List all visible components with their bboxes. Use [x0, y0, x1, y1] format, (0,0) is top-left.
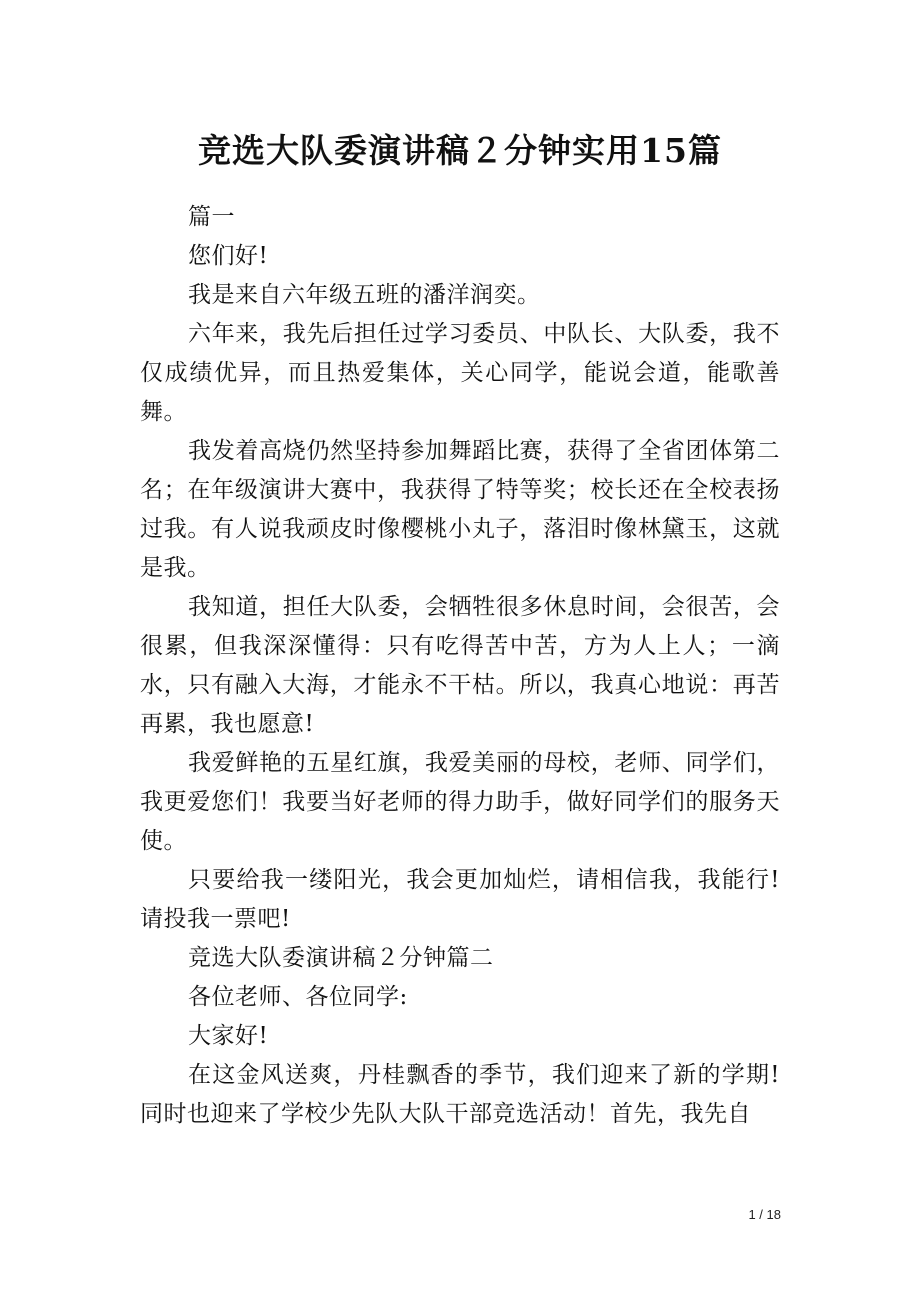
paragraph: 我爱鲜艳的五星红旗，我爱美丽的母校，老师、同学们，我更爱您们！我要当好老师的得力助手，做好同学们的服务天使。 — [140, 750, 780, 854]
paragraph: 只要给我一缕阳光，我会更加灿烂，请相信我，我能行!请投我一票吧! — [140, 867, 780, 932]
paragraph: 在这金风送爽，丹桂飘香的季节，我们迎来了新的学期!同时也迎来了学校少先队大队干部竞选活动！首先，我先自 — [140, 1062, 780, 1127]
paragraph: 我发着高烧仍然坚持参加舞蹈比赛，获得了全省团体第二名；在年级演讲大赛中，我获得了特等奖；校长还在全校表扬过我。有人说我顽皮时像樱桃小丸子，落泪时像林黛玉，这就是我。 — [140, 438, 780, 581]
paragraph: 我知道，担任大队委，会牺牲很多休息时间，会很苦，会很累，但我深深懂得：只有吃得苦中苦，方为人上人；一滴水，只有融入大海，才能永不干枯。所以，我真心地说：再苦再累，我也愿意! — [140, 594, 780, 737]
document-title: 竞选大队委演讲稿２分钟实用15篇 — [198, 131, 722, 170]
paragraph: 各位老师、各位同学: — [188, 984, 408, 1010]
document-body — [140, 198, 780, 1134]
paragraph: 我是来自六年级五班的潘洋润奕。 — [188, 282, 541, 308]
paragraph: 篇一 — [188, 204, 235, 230]
section-heading: 竞选大队委演讲稿２分钟篇二 — [188, 945, 494, 971]
page-indicator: 1 / 18 — [748, 1207, 781, 1222]
paragraph: 大家好! — [188, 1023, 269, 1049]
paragraph: 六年来，我先后担任过学习委员、中队长、大队委，我不仅成绩优异，而且热爱集体，关心同学，能说会道，能歌善舞。 — [140, 321, 780, 425]
paragraph: 您们好! — [188, 243, 269, 269]
